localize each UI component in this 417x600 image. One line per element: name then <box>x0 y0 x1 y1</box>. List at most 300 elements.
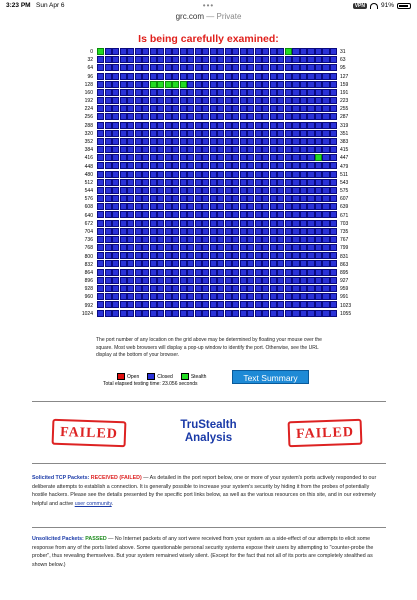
port-cell-closed[interactable] <box>187 228 194 235</box>
port-cell-closed[interactable] <box>202 64 209 71</box>
port-cell-closed[interactable] <box>262 154 269 161</box>
port-cell-closed[interactable] <box>247 113 254 120</box>
port-cell-closed[interactable] <box>315 162 322 169</box>
port-cell-closed[interactable] <box>202 81 209 88</box>
port-cell-closed[interactable] <box>157 89 164 96</box>
port-cell-closed[interactable] <box>292 252 299 259</box>
port-cell-closed[interactable] <box>217 244 224 251</box>
port-cell-closed[interactable] <box>255 285 262 292</box>
multitask-dots-icon[interactable]: ••• <box>202 1 215 10</box>
port-cell-closed[interactable] <box>165 48 172 55</box>
port-cell-closed[interactable] <box>112 81 119 88</box>
port-cell-closed[interactable] <box>255 48 262 55</box>
port-cell-closed[interactable] <box>247 285 254 292</box>
port-cell-closed[interactable] <box>225 97 232 104</box>
port-cell-closed[interactable] <box>120 220 127 227</box>
port-cell-closed[interactable] <box>285 252 292 259</box>
port-cell-closed[interactable] <box>307 203 314 210</box>
port-cell-closed[interactable] <box>225 269 232 276</box>
port-cell-closed[interactable] <box>262 220 269 227</box>
port-cell-closed[interactable] <box>135 64 142 71</box>
port-cell-closed[interactable] <box>210 73 217 80</box>
port-cell-closed[interactable] <box>315 48 322 55</box>
port-cell-closed[interactable] <box>240 277 247 284</box>
port-cell-closed[interactable] <box>315 105 322 112</box>
port-cell-closed[interactable] <box>120 146 127 153</box>
port-cell-closed[interactable] <box>277 260 284 267</box>
port-cell-closed[interactable] <box>270 73 277 80</box>
port-cell-closed[interactable] <box>330 130 337 137</box>
port-cell-closed[interactable] <box>97 195 104 202</box>
port-cell-closed[interactable] <box>202 203 209 210</box>
port-cell-closed[interactable] <box>105 105 112 112</box>
port-cell-closed[interactable] <box>217 130 224 137</box>
port-cell-closed[interactable] <box>307 130 314 137</box>
port-cell-closed[interactable] <box>307 64 314 71</box>
port-cell-closed[interactable] <box>135 130 142 137</box>
port-cell-closed[interactable] <box>322 97 329 104</box>
port-cell-closed[interactable] <box>232 179 239 186</box>
port-cell-closed[interactable] <box>292 236 299 243</box>
port-cell-closed[interactable] <box>150 56 157 63</box>
port-cell-closed[interactable] <box>165 113 172 120</box>
port-cell-closed[interactable] <box>157 260 164 267</box>
port-cell-closed[interactable] <box>225 89 232 96</box>
port-cell-closed[interactable] <box>180 228 187 235</box>
port-cell-closed[interactable] <box>172 73 179 80</box>
port-cell-closed[interactable] <box>262 244 269 251</box>
port-cell-closed[interactable] <box>165 162 172 169</box>
port-cell-closed[interactable] <box>232 260 239 267</box>
port-cell-closed[interactable] <box>277 187 284 194</box>
port-cell-closed[interactable] <box>105 162 112 169</box>
port-cell-closed[interactable] <box>195 195 202 202</box>
port-cell-closed[interactable] <box>135 48 142 55</box>
port-cell-closed[interactable] <box>217 154 224 161</box>
port-cell-closed[interactable] <box>270 260 277 267</box>
port-cell-closed[interactable] <box>277 56 284 63</box>
port-cell-closed[interactable] <box>330 301 337 308</box>
port-cell-closed[interactable] <box>112 162 119 169</box>
port-cell-closed[interactable] <box>307 228 314 235</box>
port-cell-closed[interactable] <box>217 138 224 145</box>
port-cell-closed[interactable] <box>135 244 142 251</box>
port-cell-closed[interactable] <box>105 122 112 129</box>
port-cell-closed[interactable] <box>255 162 262 169</box>
port-cell-closed[interactable] <box>262 105 269 112</box>
port-cell-closed[interactable] <box>270 113 277 120</box>
port-cell-closed[interactable] <box>330 171 337 178</box>
port-cell-closed[interactable] <box>127 310 134 317</box>
port-cell-closed[interactable] <box>255 146 262 153</box>
port-cell-closed[interactable] <box>285 162 292 169</box>
port-cell-closed[interactable] <box>157 146 164 153</box>
port-cell-closed[interactable] <box>195 179 202 186</box>
port-cell-closed[interactable] <box>270 171 277 178</box>
port-cell-closed[interactable] <box>172 56 179 63</box>
port-cell-closed[interactable] <box>300 56 307 63</box>
port-cell-closed[interactable] <box>202 113 209 120</box>
port-cell-closed[interactable] <box>120 310 127 317</box>
port-cell-closed[interactable] <box>127 220 134 227</box>
port-cell-closed[interactable] <box>180 171 187 178</box>
port-cell-closed[interactable] <box>172 301 179 308</box>
port-cell-closed[interactable] <box>202 236 209 243</box>
port-cell-closed[interactable] <box>255 64 262 71</box>
port-cell-closed[interactable] <box>120 195 127 202</box>
port-cell-closed[interactable] <box>217 162 224 169</box>
port-cell-closed[interactable] <box>105 310 112 317</box>
port-cell-closed[interactable] <box>195 269 202 276</box>
port-cell-closed[interactable] <box>142 269 149 276</box>
port-cell-closed[interactable] <box>105 195 112 202</box>
port-cell-closed[interactable] <box>112 113 119 120</box>
port-cell-closed[interactable] <box>315 195 322 202</box>
port-cell-closed[interactable] <box>187 146 194 153</box>
port-cell-closed[interactable] <box>195 187 202 194</box>
port-cell-closed[interactable] <box>180 105 187 112</box>
port-cell-closed[interactable] <box>105 211 112 218</box>
port-cell-closed[interactable] <box>180 146 187 153</box>
port-cell-closed[interactable] <box>97 310 104 317</box>
port-cell-closed[interactable] <box>315 260 322 267</box>
port-cell-closed[interactable] <box>210 113 217 120</box>
port-cell-closed[interactable] <box>270 97 277 104</box>
port-cell-closed[interactable] <box>285 211 292 218</box>
port-cell-closed[interactable] <box>232 171 239 178</box>
port-cell-closed[interactable] <box>112 195 119 202</box>
port-cell-closed[interactable] <box>225 195 232 202</box>
port-cell-closed[interactable] <box>172 252 179 259</box>
port-cell-closed[interactable] <box>307 269 314 276</box>
port-cell-closed[interactable] <box>315 97 322 104</box>
port-cell-closed[interactable] <box>97 244 104 251</box>
port-cell-closed[interactable] <box>322 113 329 120</box>
port-cell-closed[interactable] <box>172 211 179 218</box>
port-cell-closed[interactable] <box>157 301 164 308</box>
port-cell-closed[interactable] <box>232 130 239 137</box>
port-cell-closed[interactable] <box>315 64 322 71</box>
port-cell-closed[interactable] <box>240 138 247 145</box>
port-cell-closed[interactable] <box>165 64 172 71</box>
port-cell-closed[interactable] <box>105 301 112 308</box>
port-cell-closed[interactable] <box>240 171 247 178</box>
port-cell-closed[interactable] <box>330 97 337 104</box>
port-cell-closed[interactable] <box>195 252 202 259</box>
port-cell-closed[interactable] <box>172 171 179 178</box>
port-cell-closed[interactable] <box>187 171 194 178</box>
port-cell-closed[interactable] <box>157 293 164 300</box>
port-cell-closed[interactable] <box>225 252 232 259</box>
port-cell-closed[interactable] <box>247 203 254 210</box>
port-cell-closed[interactable] <box>97 285 104 292</box>
port-cell-closed[interactable] <box>225 130 232 137</box>
port-cell-closed[interactable] <box>315 89 322 96</box>
port-cell-closed[interactable] <box>142 162 149 169</box>
port-cell-closed[interactable] <box>270 179 277 186</box>
port-cell-closed[interactable] <box>165 73 172 80</box>
port-cell-closed[interactable] <box>157 130 164 137</box>
port-cell-stealth[interactable] <box>150 81 157 88</box>
port-cell-closed[interactable] <box>150 220 157 227</box>
port-cell-closed[interactable] <box>232 113 239 120</box>
port-cell-closed[interactable] <box>150 277 157 284</box>
port-cell-closed[interactable] <box>97 122 104 129</box>
port-cell-closed[interactable] <box>285 81 292 88</box>
port-cell-closed[interactable] <box>202 187 209 194</box>
port-cell-closed[interactable] <box>150 154 157 161</box>
port-cell-closed[interactable] <box>307 97 314 104</box>
port-cell-closed[interactable] <box>210 310 217 317</box>
port-cell-closed[interactable] <box>240 146 247 153</box>
port-cell-closed[interactable] <box>270 81 277 88</box>
port-cell-closed[interactable] <box>330 64 337 71</box>
port-cell-closed[interactable] <box>120 277 127 284</box>
port-cell-closed[interactable] <box>307 56 314 63</box>
port-cell-closed[interactable] <box>232 89 239 96</box>
port-cell-closed[interactable] <box>285 138 292 145</box>
port-cell-closed[interactable] <box>180 293 187 300</box>
port-cell-closed[interactable] <box>165 301 172 308</box>
port-cell-closed[interactable] <box>210 171 217 178</box>
port-cell-closed[interactable] <box>217 146 224 153</box>
port-cell-closed[interactable] <box>277 130 284 137</box>
port-cell-closed[interactable] <box>315 171 322 178</box>
port-cell-closed[interactable] <box>262 89 269 96</box>
port-cell-closed[interactable] <box>105 146 112 153</box>
port-cell-closed[interactable] <box>277 97 284 104</box>
port-cell-closed[interactable] <box>187 113 194 120</box>
port-cell-closed[interactable] <box>97 269 104 276</box>
port-cell-closed[interactable] <box>262 277 269 284</box>
port-cell-closed[interactable] <box>255 211 262 218</box>
port-cell-closed[interactable] <box>247 73 254 80</box>
port-cell-closed[interactable] <box>142 211 149 218</box>
port-cell-closed[interactable] <box>240 179 247 186</box>
port-cell-closed[interactable] <box>285 154 292 161</box>
port-cell-closed[interactable] <box>150 130 157 137</box>
port-cell-closed[interactable] <box>120 73 127 80</box>
port-cell-closed[interactable] <box>217 105 224 112</box>
port-cell-closed[interactable] <box>322 310 329 317</box>
port-cell-closed[interactable] <box>97 130 104 137</box>
port-cell-closed[interactable] <box>180 97 187 104</box>
port-cell-closed[interactable] <box>240 301 247 308</box>
port-cell-closed[interactable] <box>127 113 134 120</box>
port-cell-closed[interactable] <box>262 301 269 308</box>
port-cell-closed[interactable] <box>202 97 209 104</box>
port-cell-closed[interactable] <box>165 56 172 63</box>
port-cell-closed[interactable] <box>195 97 202 104</box>
port-cell-closed[interactable] <box>225 73 232 80</box>
port-cell-closed[interactable] <box>330 179 337 186</box>
port-cell-closed[interactable] <box>97 56 104 63</box>
port-cell-closed[interactable] <box>172 146 179 153</box>
port-cell-closed[interactable] <box>120 122 127 129</box>
port-cell-closed[interactable] <box>322 228 329 235</box>
port-cell-closed[interactable] <box>202 269 209 276</box>
port-cell-closed[interactable] <box>270 48 277 55</box>
port-cell-closed[interactable] <box>315 244 322 251</box>
port-cell-closed[interactable] <box>210 211 217 218</box>
port-cell-closed[interactable] <box>307 113 314 120</box>
port-cell-closed[interactable] <box>240 162 247 169</box>
port-cell-closed[interactable] <box>150 146 157 153</box>
port-cell-closed[interactable] <box>165 277 172 284</box>
port-cell-closed[interactable] <box>315 285 322 292</box>
user-community-link[interactable]: user community <box>74 501 112 508</box>
port-cell-closed[interactable] <box>255 277 262 284</box>
port-cell-closed[interactable] <box>292 310 299 317</box>
port-cell-closed[interactable] <box>232 195 239 202</box>
port-cell-closed[interactable] <box>322 122 329 129</box>
port-cell-closed[interactable] <box>195 105 202 112</box>
port-cell-closed[interactable] <box>247 56 254 63</box>
port-cell-closed[interactable] <box>165 89 172 96</box>
port-cell-closed[interactable] <box>120 179 127 186</box>
port-cell-closed[interactable] <box>247 301 254 308</box>
port-cell-closed[interactable] <box>255 310 262 317</box>
port-cell-closed[interactable] <box>292 64 299 71</box>
port-cell-closed[interactable] <box>315 113 322 120</box>
port-cell-closed[interactable] <box>270 244 277 251</box>
port-cell-closed[interactable] <box>97 73 104 80</box>
port-cell-closed[interactable] <box>135 236 142 243</box>
port-cell-closed[interactable] <box>105 81 112 88</box>
port-cell-closed[interactable] <box>225 48 232 55</box>
port-cell-closed[interactable] <box>300 252 307 259</box>
port-cell-closed[interactable] <box>322 179 329 186</box>
port-cell-closed[interactable] <box>150 73 157 80</box>
port-cell-closed[interactable] <box>330 203 337 210</box>
port-cell-closed[interactable] <box>277 113 284 120</box>
port-cell-closed[interactable] <box>307 138 314 145</box>
port-cell-closed[interactable] <box>142 244 149 251</box>
port-cell-closed[interactable] <box>127 236 134 243</box>
port-cell-closed[interactable] <box>240 269 247 276</box>
port-cell-closed[interactable] <box>315 73 322 80</box>
port-cell-closed[interactable] <box>300 130 307 137</box>
port-cell-closed[interactable] <box>285 105 292 112</box>
port-cell-closed[interactable] <box>232 122 239 129</box>
port-cell-closed[interactable] <box>270 301 277 308</box>
port-cell-closed[interactable] <box>210 130 217 137</box>
port-cell-closed[interactable] <box>300 236 307 243</box>
port-cell-closed[interactable] <box>277 244 284 251</box>
port-cell-closed[interactable] <box>217 179 224 186</box>
port-cell-closed[interactable] <box>157 162 164 169</box>
port-cell-closed[interactable] <box>105 48 112 55</box>
port-cell-closed[interactable] <box>225 301 232 308</box>
port-cell-closed[interactable] <box>165 138 172 145</box>
port-cell-closed[interactable] <box>112 171 119 178</box>
port-cell-closed[interactable] <box>330 228 337 235</box>
port-cell-closed[interactable] <box>255 269 262 276</box>
port-cell-closed[interactable] <box>315 56 322 63</box>
port-cell-closed[interactable] <box>202 310 209 317</box>
port-cell-closed[interactable] <box>195 73 202 80</box>
port-cell-closed[interactable] <box>172 236 179 243</box>
port-cell-closed[interactable] <box>300 244 307 251</box>
port-cell-closed[interactable] <box>240 285 247 292</box>
port-cell-closed[interactable] <box>300 146 307 153</box>
port-cell-closed[interactable] <box>165 105 172 112</box>
port-cell-closed[interactable] <box>247 122 254 129</box>
port-cell-closed[interactable] <box>105 236 112 243</box>
port-cell-closed[interactable] <box>292 81 299 88</box>
port-cell-closed[interactable] <box>157 48 164 55</box>
port-cell-closed[interactable] <box>112 97 119 104</box>
port-cell-closed[interactable] <box>292 73 299 80</box>
port-cell-stealth[interactable] <box>285 48 292 55</box>
port-cell-closed[interactable] <box>97 203 104 210</box>
port-cell-closed[interactable] <box>232 301 239 308</box>
port-cell-closed[interactable] <box>240 244 247 251</box>
port-cell-closed[interactable] <box>292 171 299 178</box>
port-cell-closed[interactable] <box>105 203 112 210</box>
port-cell-closed[interactable] <box>202 179 209 186</box>
port-cell-closed[interactable] <box>187 236 194 243</box>
port-cell-closed[interactable] <box>232 310 239 317</box>
port-cell-closed[interactable] <box>300 97 307 104</box>
port-cell-closed[interactable] <box>127 293 134 300</box>
port-cell-closed[interactable] <box>270 130 277 137</box>
port-cell-closed[interactable] <box>285 89 292 96</box>
port-cell-closed[interactable] <box>127 56 134 63</box>
port-cell-closed[interactable] <box>300 277 307 284</box>
port-cell-closed[interactable] <box>315 310 322 317</box>
port-cell-closed[interactable] <box>210 236 217 243</box>
port-cell-closed[interactable] <box>322 293 329 300</box>
port-cell-closed[interactable] <box>150 138 157 145</box>
port-cell-closed[interactable] <box>292 154 299 161</box>
port-cell-closed[interactable] <box>210 105 217 112</box>
port-cell-closed[interactable] <box>165 187 172 194</box>
port-cell-closed[interactable] <box>247 81 254 88</box>
port-cell-closed[interactable] <box>232 154 239 161</box>
port-cell-closed[interactable] <box>157 73 164 80</box>
port-cell-closed[interactable] <box>180 113 187 120</box>
port-cell-closed[interactable] <box>217 269 224 276</box>
port-cell-closed[interactable] <box>277 81 284 88</box>
port-cell-closed[interactable] <box>225 64 232 71</box>
port-cell-closed[interactable] <box>202 130 209 137</box>
port-cell-closed[interactable] <box>285 122 292 129</box>
port-cell-closed[interactable] <box>217 64 224 71</box>
port-cell-closed[interactable] <box>240 48 247 55</box>
port-cell-closed[interactable] <box>157 236 164 243</box>
port-cell-closed[interactable] <box>142 130 149 137</box>
port-cell-closed[interactable] <box>202 105 209 112</box>
port-cell-closed[interactable] <box>232 236 239 243</box>
port-cell-closed[interactable] <box>330 146 337 153</box>
port-cell-closed[interactable] <box>300 162 307 169</box>
port-cell-closed[interactable] <box>225 203 232 210</box>
port-cell-closed[interactable] <box>142 220 149 227</box>
port-cell-closed[interactable] <box>180 236 187 243</box>
port-cell-closed[interactable] <box>105 130 112 137</box>
port-cell-closed[interactable] <box>195 171 202 178</box>
port-cell-closed[interactable] <box>225 220 232 227</box>
port-cell-closed[interactable] <box>142 56 149 63</box>
port-cell-closed[interactable] <box>322 48 329 55</box>
port-cell-closed[interactable] <box>322 171 329 178</box>
port-cell-closed[interactable] <box>120 64 127 71</box>
port-cell-closed[interactable] <box>307 310 314 317</box>
port-cell-closed[interactable] <box>300 203 307 210</box>
port-cell-closed[interactable] <box>150 203 157 210</box>
port-cell-closed[interactable] <box>142 187 149 194</box>
